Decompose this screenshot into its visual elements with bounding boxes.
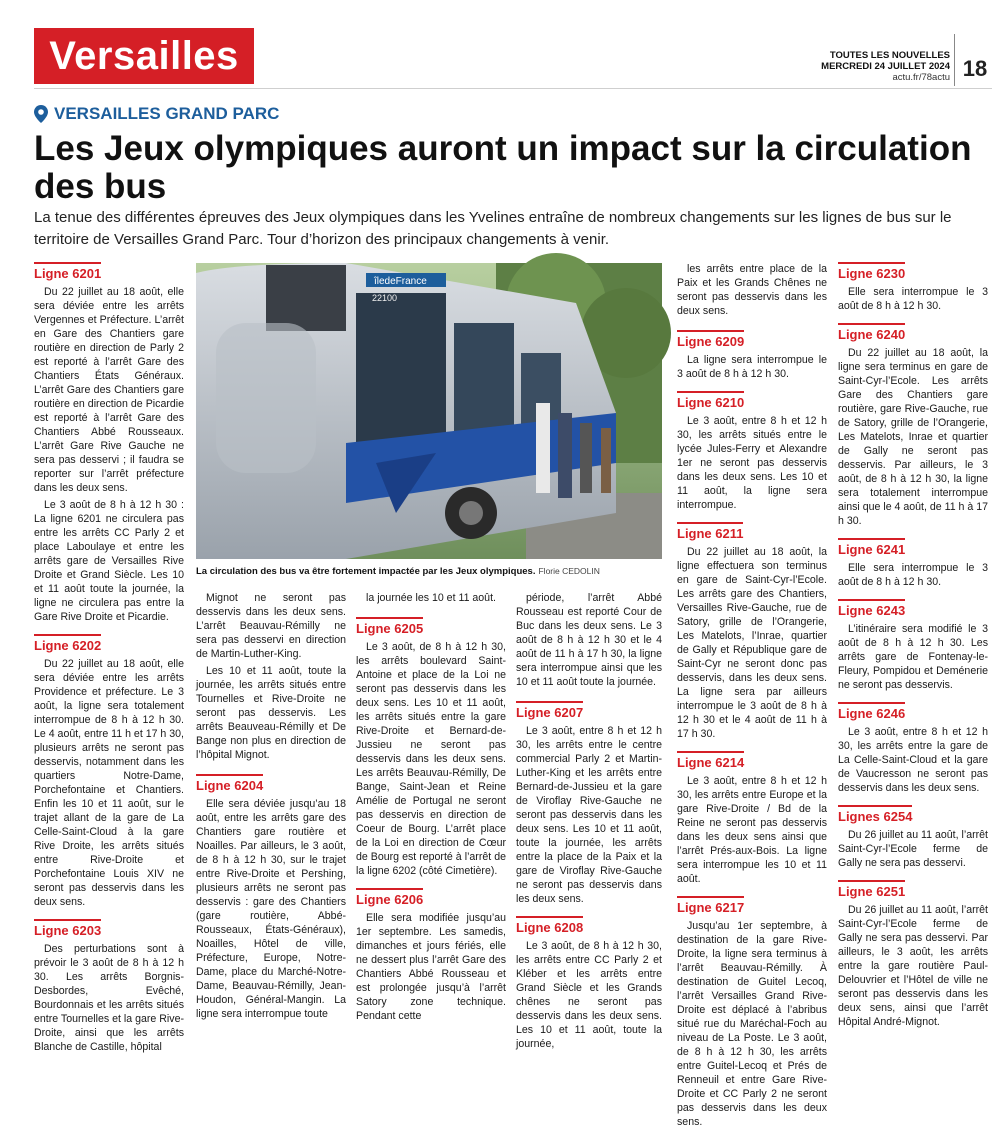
bus-line-section [34,262,184,624]
paragraph: les arrêts entre place de la Paix et les Grands Chênes ne seront pas desservis dans les deux sens. [677,263,827,317]
line-heading: Ligne 6243 [838,599,905,618]
line-heading: Ligne 6214 [677,751,744,770]
bus-photo-illustration [196,263,662,559]
line-heading: Lignes 6254 [838,805,912,824]
bus-line-section [677,522,827,741]
caption-text: La circulation des bus va être fortement impactée par les Jeux olympiques. [196,566,536,577]
bus-line-section [838,538,988,589]
line-heading: Ligne 6241 [838,538,905,557]
bus-line-section [34,634,184,909]
bus-line-section [838,702,988,795]
paragraph: Du 22 juillet au 18 août, la ligne effectuera son terminus en gare de Saint-Cyr-l’Ecole. Les arrêts gare des Chantiers, Versailles Rive-Gauche, rue de Satory, grille de l’Orangerie, Les Matelots, l’Inrae, quartier de Gally et République gare de Saint-Cyr ne seront donc pas desservis, dans les deux sens. La ligne sera par ailleurs interrompue le 3 août de 8 h à 12 h 30 et le 4 août de 11 h à 17 h 30. [677,546,827,740]
line-heading: Ligne 6204 [196,774,263,793]
paragraph: Jusqu’au 1er septembre, à destination de la gare Rive-Droite, la ligne sera terminus à l’arrêt Beauvau-Rémilly. À destination de Guitel Lecoq, l’arrêt Versailles Grand Rive-Droite est déplacé à l’abribus situé rue du Maréchal-Foch au niveau de La Poste. Le 3 août, de 8 h à 12 h 30, les arrêts entre Guitel-Lecoq et Prés de Renneuil et entre Gare Rive-Droite et CC Parly 2 ne seront pas desservis dans les deux sens. [677,920,827,1128]
paragraph: Des perturbations sont à prévoir le 3 août de 8 h à 12 h 30. Les arrêts Borgnis-Desbordes, Evêché, Bourdonnais et les arrêts situés entre Tournelles et la gare Rive-Droite, ainsi que les arrêts Blanche de Castille, hôpital [34,943,184,1053]
bus-line-section [356,888,506,1023]
bus-line-section [838,805,988,870]
bus-brand-label: îledeFrance [374,276,427,287]
paragraph: Elle sera modifiée jusqu’au 1er septembre. Les samedis, dimanches et jours fériés, elle ne dessert plus l’arrêt Gare des Chantiers Abbé Rousseau et est prolongée jusqu’à l’arrêt Satory zone technique. Pendant cette [356,912,506,1022]
bus-line-section [677,896,827,1129]
article-photo [196,263,662,559]
line-heading: Ligne 6251 [838,880,905,899]
line-heading: Ligne 6208 [516,916,583,935]
header-divider [954,34,955,86]
paragraph: Le 3 août de 8 h à 12 h 30 : La ligne 6201 ne circulera pas entre les arrêts CC Parly 2 et place Laboulaye et entre les arrêts gare de Versailles Rive Droite et Grand Siècle. Les 10 et 11 août toute la journée, la ligne ne circulera pas entre la Gare Rive Droite et Picardie. [34,499,184,623]
bus-line-section [516,916,662,1051]
bus-line-section [677,751,827,886]
paragraph: Du 22 juillet au 18 août, la ligne sera terminus en gare de Saint-Cyr-l’Ecole. Les arrêts Gare des Chantiers gare routière, gare Rive-Gauche, rue de Satory, grille de l’Orangerie, Les Matelots, Inrae et quartier de Gally ne seront pas desservis. Par ailleurs, le 3 août, de 8 h à 12 h 30, la ligne sera totalement interrompue ainsi que le 4 août, de 11 h à 17 h 30. [838,347,988,527]
page-number: 18 [962,56,988,81]
line-heading: Ligne 6205 [356,617,423,636]
line-heading: Ligne 6211 [677,522,743,541]
edition-info [780,50,950,83]
continued-text [356,591,506,605]
bus-line-section [356,617,506,878]
paragraph: Du 22 juillet au 18 août, elle sera déviée entre les arrêts Providence et préfecture. Le 3 août, la ligne sera totalement interrompue de 8 h à 12 h 30. Le 4 août, entre 11 h et 17 h 30, plusieurs arrêts ne seront pas desservis, notamment dans les quartiers Notre-Dame, Porchefontaine et Chantiers. Enfin les 10 et 11 août, sur le trajet allant de la gare de La Celle-Saint-Cloud à la gare Rive Droite, les arrêts situés entre Rive-Droite et Porchefontaine Louis XIV ne seront pas desservis dans les deux sens. [34,658,184,908]
continued-text [677,262,827,318]
paragraph: Du 26 juillet au 11 août, l’arrêt Saint-Cyr-l’Ecole ferme de Gally ne sera pas desservi. Par ailleurs, le 3 août, les arrêts entre la gare routière Paul-Delouvrier et l’Hôtel de ville ne seront pas desservis dans les deux sens, ainsi que l’arrêt Hôpital André-Mignot. [838,904,988,1028]
paragraph: Du 22 juillet au 18 août, elle sera déviée entre les arrêts Vergennes et Préfecture. L’arrêt en Gare des Chantiers gare routière en direction de Parly 2 est reporté à l’arrêt Gare des Chantiers États Généraux. L’arrêt Gare des Chantiers gare routière en direction de Picardie est reporté à l’arrêt Gare des Chantiers Abbé Rousseaux. L’arrêt Gare Rive Gauche ne sera pas desservi ; il faudra se reporter sur l’arrêt préfecture dans les deux sens. [34,286,184,494]
edition-site: actu.fr/78actu [892,72,950,83]
line-heading: Ligne 6201 [34,262,101,281]
paragraph: Mignot ne seront pas desservis dans les deux sens. L’arrêt Beauvau-Rémilly ne sera pas desservi en direction de Martin-Luther-King. [196,592,346,660]
line-heading: Ligne 6217 [677,896,744,915]
paragraph: Du 26 juillet au 11 août, l’arrêt Saint-Cyr-l’Ecole ferme de Gally ne sera pas desservi. [838,829,988,869]
bus-line-section [838,262,988,313]
bus-line-section [516,701,662,906]
continued-text [516,591,662,689]
line-heading: Ligne 6203 [34,919,101,938]
paragraph: L’itinéraire sera modifié le 3 août de 8 h à 12 h 30. Les arrêts gare de Fontenay-le-Fleury, Pompidou et Deménerie ne seront pas desservis. [838,623,988,691]
article-kicker [34,104,279,124]
bus-line-section [34,919,184,1054]
paragraph: la journée les 10 et 11 août. [366,592,496,604]
paragraph: Le 3 août, de 8 h à 12 h 30, les arrêts entre CC Parly 2 et Kléber et les arrêts entre Grand Siècle et les Grands chênes ne seront pas desservis dans les deux sens. Les 10 et 11 août, toute la journée, [516,940,662,1050]
bus-line-section [677,330,827,381]
location-pin-icon [34,105,48,123]
section-banner: Versailles [34,28,254,84]
continued-text [196,591,346,762]
line-heading: Ligne 6230 [838,262,905,281]
kicker-text: VERSAILLES GRAND PARC [54,104,280,123]
bus-line-section [838,880,988,1029]
bus-number-label: 22100 [372,293,398,303]
line-heading: Ligne 6246 [838,702,905,721]
bus-line-section [677,391,827,512]
paragraph: Elle sera interrompue le 3 août de 8 h à 12 h 30. [838,286,988,312]
paragraph: Les 10 et 11 août, toute la journée, les arrêts situés entre Tournelles et Rive-Droite ne seront pas desservis. Les arrêts Beauveau-Rémilly et De Bange non plus en direction de l’hôpital Mignot. [196,665,346,761]
line-heading: Ligne 6202 [34,634,101,653]
paragraph: Le 3 août, entre 8 h et 12 h 30, les arrêts entre la gare de La Celle-Saint-Cloud et la gare de Vaucresson ne seront pas desservis dans les deux sens. [838,726,988,794]
line-heading: Ligne 6209 [677,330,744,349]
paragraph: Elle sera déviée jusqu’au 18 août, entre les arrêts gare des Chantiers gare routière et Noailles. Par ailleurs, le 3 août, de 8 h à 12 h 30, sur le trajet entre Rive-Droite et Pershing, plusieurs arrêts ne seront pas desservis : gare des Chantiers (gare routière, Abbé-Rousseaux, États-Généraux), Noailles, Hôtel de ville, Préfecture, Europe, Notre-Dame, place du Marché-Notre-Dame, Beauvau-Rémilly, Jean-Houdon, Général-Mangin. La ligne sera interrompue toute [196,798,346,1020]
paragraph: Le 3 août, de 8 h à 12 h 30, les arrêts boulevard Saint-Antoine et place de la Loi ne seront pas desservis dans les deux sens. Les 10 et 11 août, les arrêts situés entre la gare Rive-Droite et Bernard-de-Jussieu ne seront pas desservis dans les deux sens. Les arrêts Beauvau-Rémilly, De Bange, Saint-Jean et Reine Amélie de Portugal ne seront pas desservis en direction de Coeur de Bourg. L’arrêt place de la Loi en direction de Cœur de Bourg est reporté à l’arrêt de la ligne 6202 (côté Cimetière). [356,641,506,877]
column-2 [196,591,346,1031]
paragraph: Le 3 août, entre 8 h et 12 h 30, les arrêts entre Europe et la gare Rive-Droite / Bd de la Reine ne seront pas desservis dans les deux sens ainsi que l’arrêt Prés-aux-Bois. La ligne sera interrompue les 10 et 11 août. [677,775,827,885]
column-6 [838,262,988,1039]
header-rule [34,88,992,89]
paragraph: La ligne sera interrompue le 3 août de 8 h à 12 h 30. [677,354,827,380]
line-heading: Ligne 6210 [677,391,744,410]
paragraph: Elle sera interrompue le 3 août de 8 h à 12 h 30. [838,562,988,588]
paragraph: Le 3 août, entre 8 h et 12 h 30, les arrêts situés entre le lycée Jules-Ferry et Alexandre 1er ne seront pas desservis dans les deux sens. Les 10 et 11 août, la ligne sera interrompue. [677,415,827,511]
column-5 [677,262,827,1139]
bus-line-section [196,774,346,1021]
edition-date: MERCREDI 24 JUILLET 2024 [821,61,950,72]
line-heading: Ligne 6207 [516,701,583,720]
article-lead: La tenue des différentes épreuves des Jeux olympiques dans les Yvelines entraîne de nombreux changements sur les lignes de bus sur le territoire de Versailles Grand Parc. Tour d’horizon des principaux changements à venir. [34,209,952,248]
column-3 [356,591,506,1033]
line-heading: Ligne 6206 [356,888,423,907]
photo-credit: Florie CEDOLIN [538,566,600,576]
paragraph: Le 3 août, entre 8 h et 12 h 30, les arrêts entre le centre commercial Parly 2 et Martin-Luther-King et les arrêts entre Bernard-de-Jussieu et la gare de Viroflay Rive-Gauche ne seront pas desservis dans les deux sens. Les 10 et 11 août, toute la journée, les arrêts entre la place de la Paix et la gare de Viroflay Rive-Gauche ne seront pas desservis dans les deux sens. [516,725,662,905]
edition-name: TOUTES LES NOUVELLES [829,50,950,61]
photo-caption [196,565,662,578]
bus-line-section [838,323,988,528]
line-heading: Ligne 6240 [838,323,905,342]
article-title: Les Jeux olympiques auront un impact sur la circulation des bus [34,129,972,206]
paragraph: période, l’arrêt Abbé Rousseau est reporté Cour de Buc dans les deux sens. Le 3 août de 8 h à 12 h 30 et le 4 août de 11 h à 17 h 30, la ligne sera interrompue ainsi que les 10 et 11 août toute la journée. [516,592,662,688]
column-1 [34,262,184,1064]
column-4 [516,591,662,1061]
bus-line-section [838,599,988,692]
